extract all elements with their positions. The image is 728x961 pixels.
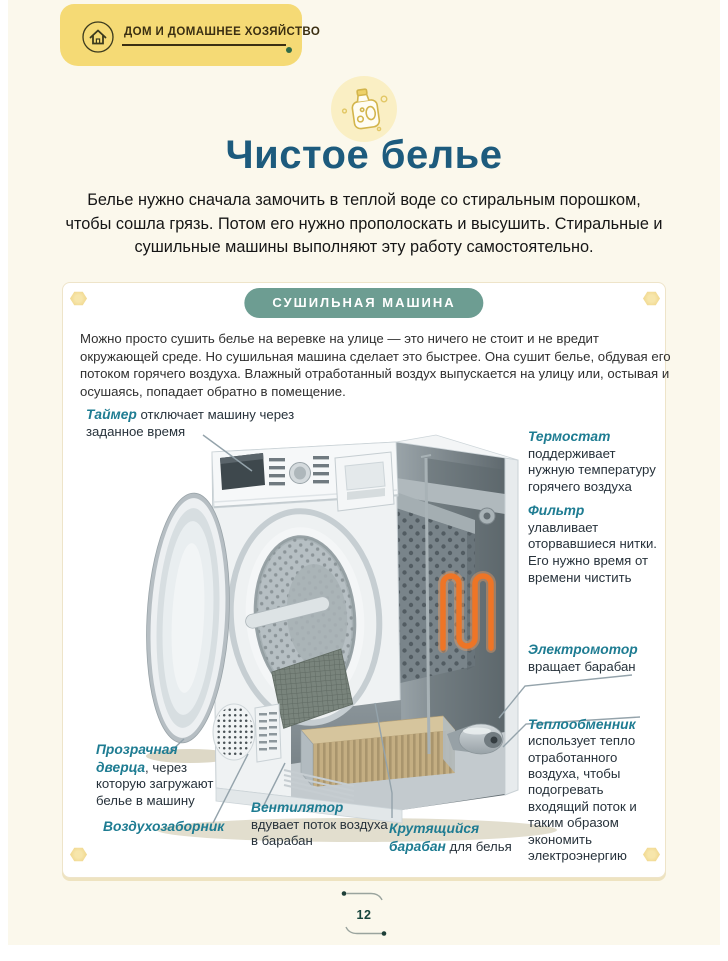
page-number-ornament-top	[341, 891, 387, 902]
label-drum	[389, 820, 539, 855]
label-thermostat	[528, 428, 658, 496]
label-heat-exchanger-desc: использует тепло отработанного воздуха, чтобы подогревать входящий поток и таким образом экономить электроэнергию	[528, 733, 637, 863]
section-body-text: Можно просто сушить белье на веревке на улице — это ничего не стоит и не вредит окружающей среде. Но сушильная машина сделает это быстрее. Она сушит белье, обдувая его потоком горячего воздуха. Влажный отработанный воздух выпускается на улицу или, остывая и осушаясь, попадает обратно в помещение.	[80, 331, 671, 400]
category-badge	[60, 4, 321, 66]
label-thermostat-term: Термостат	[528, 429, 611, 444]
label-air-intake-term: Воздухозаборник	[103, 819, 225, 834]
label-fan	[251, 799, 393, 850]
label-timer	[86, 406, 296, 440]
label-drum-desc: для белья	[445, 838, 512, 854]
label-timer-term: Таймер	[86, 407, 137, 422]
fan-slat-panel	[255, 704, 281, 762]
label-fan-desc: вдувает поток воздуха в барабан	[251, 816, 388, 849]
label-door	[96, 741, 230, 810]
label-filter-desc: улавливает оторвавшиеся нитки. Его нужно время от времени чистить	[528, 519, 657, 585]
label-filter	[528, 502, 658, 586]
label-drum-term: Крутящийся барабан	[389, 821, 480, 854]
label-door-term: Прозрачная дверца	[96, 742, 178, 775]
page-number-block	[336, 889, 392, 941]
label-heat-exchanger-term: Теплообменник	[528, 717, 636, 732]
page-number-ornament-bottom	[341, 925, 387, 936]
label-filter-term: Фильтр	[528, 503, 585, 518]
category-badge-inner	[78, 14, 321, 60]
intro-paragraph: Белье нужно сначала замочить в теплой воде со стиральным порошком, чтобы сошла грязь. Потом его нужно прополоскать и высушить. Стиральные и сушильные машины выполняют эту работу самостоятельно.	[65, 191, 663, 257]
thermostat-sensor-center	[484, 513, 491, 520]
label-motor-desc: вращает барабан	[528, 658, 636, 674]
label-motor-term: Электромотор	[528, 642, 638, 657]
label-fan-term: Вентилятор	[251, 800, 344, 815]
page-number: 12	[356, 908, 372, 922]
badge-underline	[122, 44, 286, 46]
section-header-pill: СУШИЛЬНАЯ МАШИНА	[244, 288, 483, 318]
badge-underline-dot	[286, 47, 292, 53]
lint-drawer	[335, 452, 394, 511]
home-icon	[78, 16, 118, 56]
control-panel	[212, 442, 398, 511]
page-title: Чистое белье	[225, 133, 503, 177]
label-motor	[528, 641, 658, 675]
label-heat-exchanger	[528, 716, 660, 864]
category-badge-label: ДОМ И ДОМАШНЕЕ ХОЗЯЙСТВО	[124, 26, 321, 38]
label-thermostat-desc: поддерживает нужную температуру горячего воздуха	[528, 445, 656, 494]
label-timer-desc: отключает машину через заданное время	[86, 407, 295, 439]
right-wall-edge	[505, 458, 518, 795]
label-door-desc: , через которую загружают белье в машину	[96, 759, 214, 808]
